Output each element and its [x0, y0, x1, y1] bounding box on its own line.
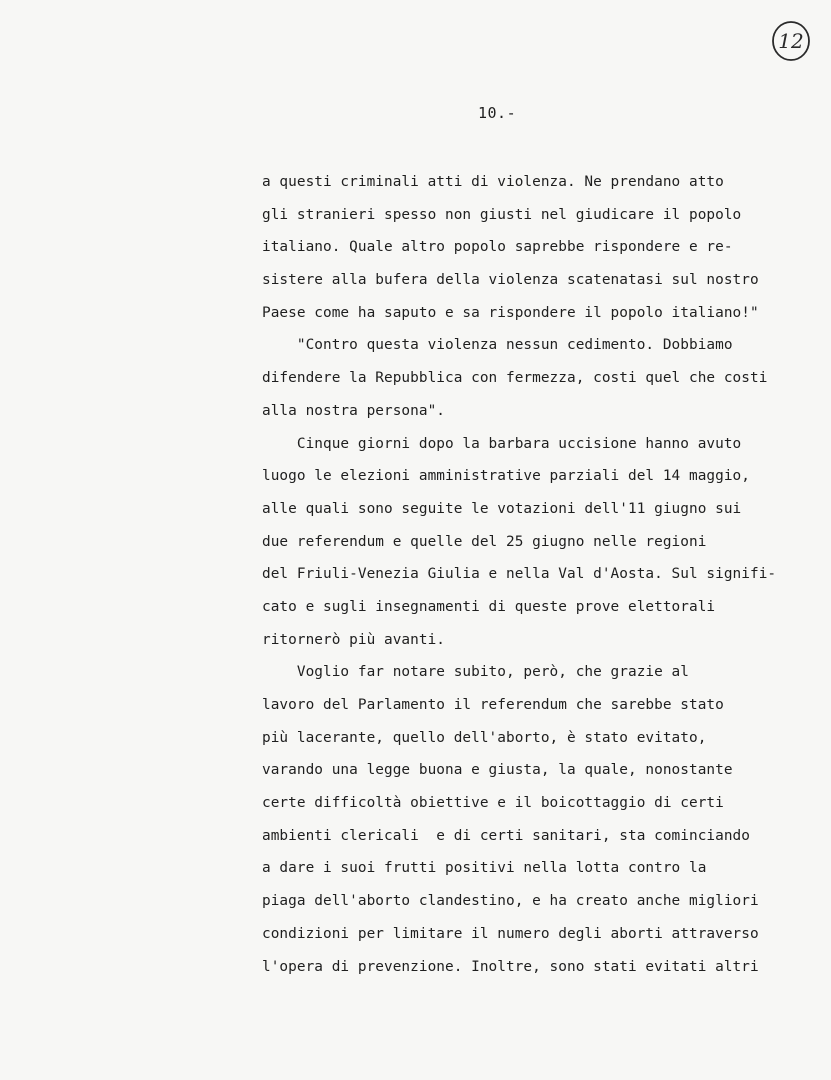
- page-number: 10.-: [478, 104, 517, 122]
- text-line: varando una legge buona e giusta, la quale, nonostante: [262, 762, 733, 779]
- text-line: piaga dell'aborto clandestino, e ha creato anche migliori: [262, 893, 759, 910]
- text-line: Paese come ha saputo e sa rispondere il popolo italiano!": [262, 304, 759, 321]
- text-line: ambienti clericali e di certi sanitari, sta cominciando: [262, 827, 750, 844]
- text-line: a questi criminali atti di violenza. Ne prendano atto: [262, 174, 724, 190]
- text-line: più lacerante, quello dell'aborto, è stato evitato,: [262, 729, 707, 746]
- text-line: lavoro del Parlamento il referendum che sarebbe stato: [262, 697, 724, 713]
- folio-number-text: 12: [778, 29, 804, 53]
- text-line: difendere la Repubblica con fermezza, costi quel che costi: [262, 370, 768, 387]
- text-line: cato e sugli insegnamenti di queste prove elettorali: [262, 598, 716, 615]
- text-line: "Contro questa violenza nessun cedimento. Dobbiamo: [262, 337, 733, 354]
- handwritten-folio-number: [770, 20, 812, 62]
- text-line: gli stranieri spesso non giusti nel giudicare il popolo: [262, 206, 742, 223]
- text-line: sistere alla bufera della violenza scatenatasi sul nostro: [262, 272, 759, 289]
- text-line: condizioni per limitare il numero degli aborti attraverso: [262, 925, 759, 942]
- text-line: Cinque giorni dopo la barbara uccisione hanno avuto: [262, 435, 742, 452]
- body-text: [262, 166, 828, 983]
- text-line: certe difficoltà obiettive e il boicottaggio di certi: [262, 795, 724, 812]
- text-line: del Friuli-Venezia Giulia e nella Val d'Aosta. Sul signifi-: [262, 566, 777, 583]
- text-line: l'opera di prevenzione. Inoltre, sono stati evitati altri: [262, 958, 759, 975]
- text-line: luogo le elezioni amministrative parziali del 14 maggio,: [262, 468, 750, 485]
- text-line: due referendum e quelle del 25 giugno nelle regioni: [262, 533, 707, 550]
- text-line: a dare i suoi frutti positivi nella lotta contro la: [262, 860, 707, 877]
- text-line: ritornerò più avanti.: [262, 631, 445, 648]
- text-line: alle quali sono seguite le votazioni dell'11 giugno sui: [262, 500, 742, 517]
- text-line: alla nostra persona".: [262, 402, 445, 419]
- text-line: Voglio far notare subito, però, che grazie al: [262, 664, 689, 681]
- text-line: italiano. Quale altro popolo saprebbe rispondere e re-: [262, 239, 733, 256]
